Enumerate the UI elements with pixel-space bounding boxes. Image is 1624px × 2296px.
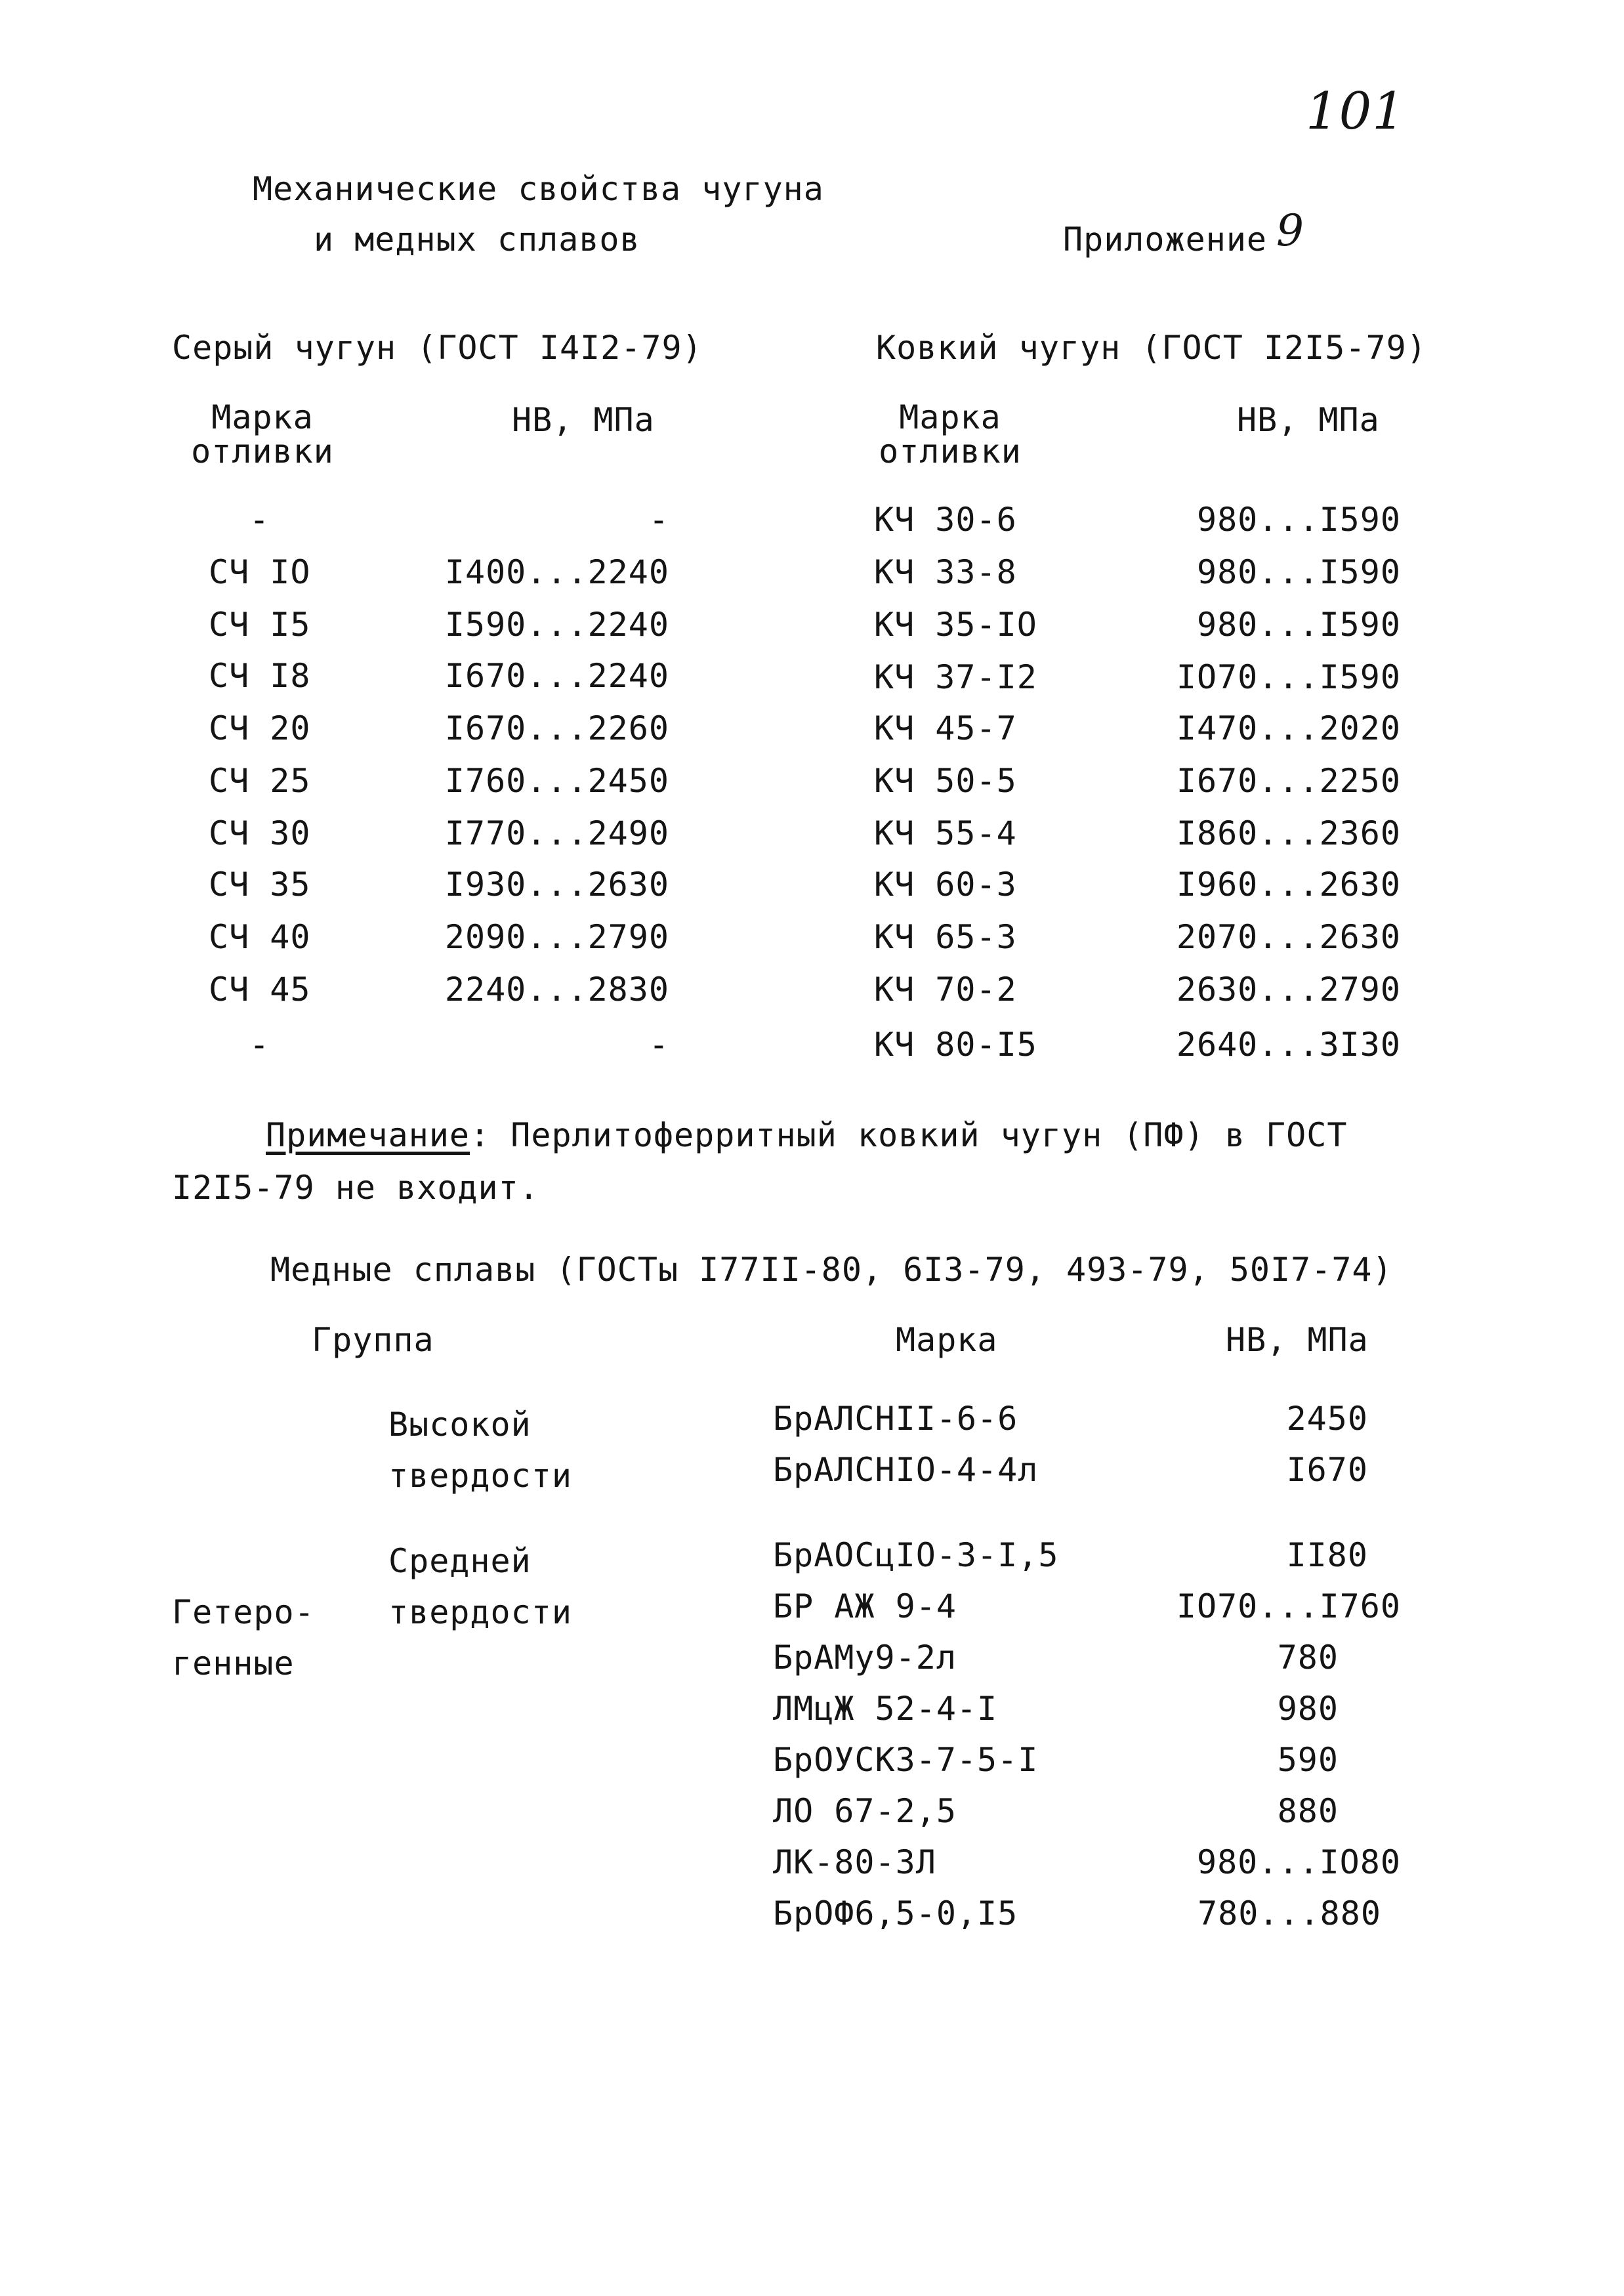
malleable-iron-hb: I960...2630	[1176, 866, 1401, 904]
gray-iron-grade: СЧ 40	[209, 918, 311, 956]
copper-hb: IO70...I760	[1176, 1587, 1401, 1625]
copper-subgroup-mid: Средней твердости	[388, 1542, 572, 1631]
copper-group-main: Гетеро- генные	[172, 1593, 315, 1682]
copper-grade: ЛО 67-2,5	[773, 1792, 957, 1830]
copper-subgroup-high: Высокой твердости	[388, 1406, 572, 1495]
malleable-iron-hb: 2640...3I30	[1176, 1026, 1401, 1064]
gray-iron-hb: I760...2450	[444, 762, 669, 800]
gray-iron-hb: 2090...2790	[444, 918, 669, 956]
malleable-iron-grade: КЧ 35-IO	[874, 606, 1037, 644]
malleable-iron-hb: 2630...2790	[1176, 971, 1401, 1009]
copper-grade: БрАЛСНII-6-6	[773, 1400, 1018, 1438]
gray-iron-col-hb: НВ, МПа	[512, 401, 655, 439]
copper-col-grade: Марка	[896, 1321, 998, 1359]
note-label: Примечание	[266, 1116, 470, 1154]
copper-grade: ЛК-80-3Л	[773, 1843, 936, 1881]
gray-iron-hb: I590...2240	[444, 606, 669, 644]
note-text: : Перлитоферритный ковкий чугун (ПФ) в ГОСТ	[470, 1116, 1348, 1154]
malleable-iron-grade: КЧ 65-3	[874, 918, 1017, 956]
malleable-iron-grade: КЧ 70-2	[874, 971, 1017, 1009]
gray-iron-grade: СЧ I8	[209, 657, 311, 695]
copper-hb: 880	[1277, 1792, 1339, 1830]
copper-grade: БрОФ6,5-0,I5	[773, 1894, 1018, 1932]
malleable-iron-hb: 2070...2630	[1176, 918, 1401, 956]
malleable-iron-col-grade: Марка отливки	[879, 398, 1022, 470]
malleable-iron-hb: IO70...I590	[1176, 658, 1401, 696]
gray-iron-title: Серый чугун (ГОСТ I4I2-79)	[172, 329, 703, 367]
malleable-iron-grade: КЧ 55-4	[874, 814, 1017, 852]
copper-hb: 2450	[1286, 1400, 1368, 1438]
gray-iron-hb: I670...2260	[444, 709, 669, 747]
gray-iron-grade: СЧ 30	[209, 814, 311, 852]
gray-iron-grade: СЧ I5	[209, 606, 311, 644]
copper-hb: 590	[1277, 1741, 1339, 1779]
copper-hb: 980	[1277, 1690, 1339, 1728]
malleable-iron-grade: КЧ 60-3	[874, 866, 1017, 904]
gray-iron-grade: -	[249, 1026, 270, 1064]
gray-iron-grade: СЧ IO	[209, 553, 311, 591]
malleable-iron-hb: I670...2250	[1176, 762, 1401, 800]
malleable-iron-grade: КЧ 37-I2	[874, 658, 1037, 696]
malleable-iron-grade: КЧ 30-6	[874, 501, 1017, 539]
malleable-iron-grade: КЧ 80-I5	[874, 1026, 1037, 1064]
malleable-iron-col-hb: НВ, МПа	[1237, 401, 1380, 439]
copper-grade: БР АЖ 9-4	[773, 1587, 957, 1625]
copper-grade: ЛМцЖ 52-4-I	[773, 1690, 998, 1728]
title-line-2: и медных сплавов	[314, 220, 640, 259]
malleable-iron-hb: 980...I590	[1196, 501, 1401, 539]
gray-iron-grade: -	[249, 501, 270, 539]
gray-iron-hb: -	[648, 1026, 669, 1064]
gray-iron-hb: I400...2240	[444, 553, 669, 591]
copper-grade: БрАМу9-2л	[773, 1639, 957, 1677]
malleable-iron-grade: КЧ 33-8	[874, 553, 1017, 591]
malleable-iron-grade: КЧ 45-7	[874, 709, 1017, 747]
appendix-number: 9	[1276, 205, 1304, 256]
copper-title: Медные сплавы (ГОСТы I77II-80, 6I3-79, 493-79, 50I7-74)	[270, 1251, 1393, 1289]
gray-iron-grade: СЧ 35	[209, 866, 311, 904]
gray-iron-grade: СЧ 25	[209, 762, 311, 800]
malleable-iron-title: Ковкий чугун (ГОСТ I2I5-79)	[876, 329, 1427, 367]
malleable-iron-hb: 980...I590	[1196, 606, 1401, 644]
malleable-iron-hb: I470...2020	[1176, 709, 1401, 747]
gray-iron-hb: I770...2490	[444, 814, 669, 852]
copper-hb: 780	[1277, 1639, 1339, 1677]
page-number: 101	[1306, 82, 1405, 141]
gray-iron-grade: СЧ 45	[209, 971, 311, 1009]
gray-iron-hb: I670...2240	[444, 657, 669, 695]
title-line-1: Механические свойства чугуна	[253, 170, 824, 208]
copper-grade: БрАОСцIО-3-I,5	[773, 1536, 1059, 1574]
malleable-iron-grade: КЧ 50-5	[874, 762, 1017, 800]
gray-iron-hb: I930...2630	[444, 866, 669, 904]
gray-iron-grade: СЧ 20	[209, 709, 311, 747]
gray-iron-col-grade: Марка отливки	[191, 398, 334, 470]
copper-grade: БрОУСК3-7-5-I	[773, 1741, 1039, 1779]
note-line-1	[266, 1116, 1347, 1155]
malleable-iron-hb: I860...2360	[1176, 814, 1401, 852]
gray-iron-hb: 2240...2830	[444, 971, 669, 1009]
copper-hb: 780...880	[1197, 1894, 1381, 1932]
copper-hb: I670	[1286, 1451, 1368, 1489]
note-line-2: I2I5-79 не входит.	[172, 1169, 539, 1207]
copper-col-group: Группа	[312, 1321, 434, 1359]
copper-col-hb: НВ, МПа	[1226, 1321, 1369, 1359]
gray-iron-hb: -	[648, 501, 669, 539]
copper-grade: БрАЛСНIО-4-4л	[773, 1451, 1039, 1489]
appendix-label: Приложение	[1063, 220, 1268, 259]
copper-hb: 980...IO80	[1196, 1843, 1401, 1881]
malleable-iron-hb: 980...I590	[1196, 553, 1401, 591]
copper-hb: II80	[1286, 1536, 1368, 1574]
